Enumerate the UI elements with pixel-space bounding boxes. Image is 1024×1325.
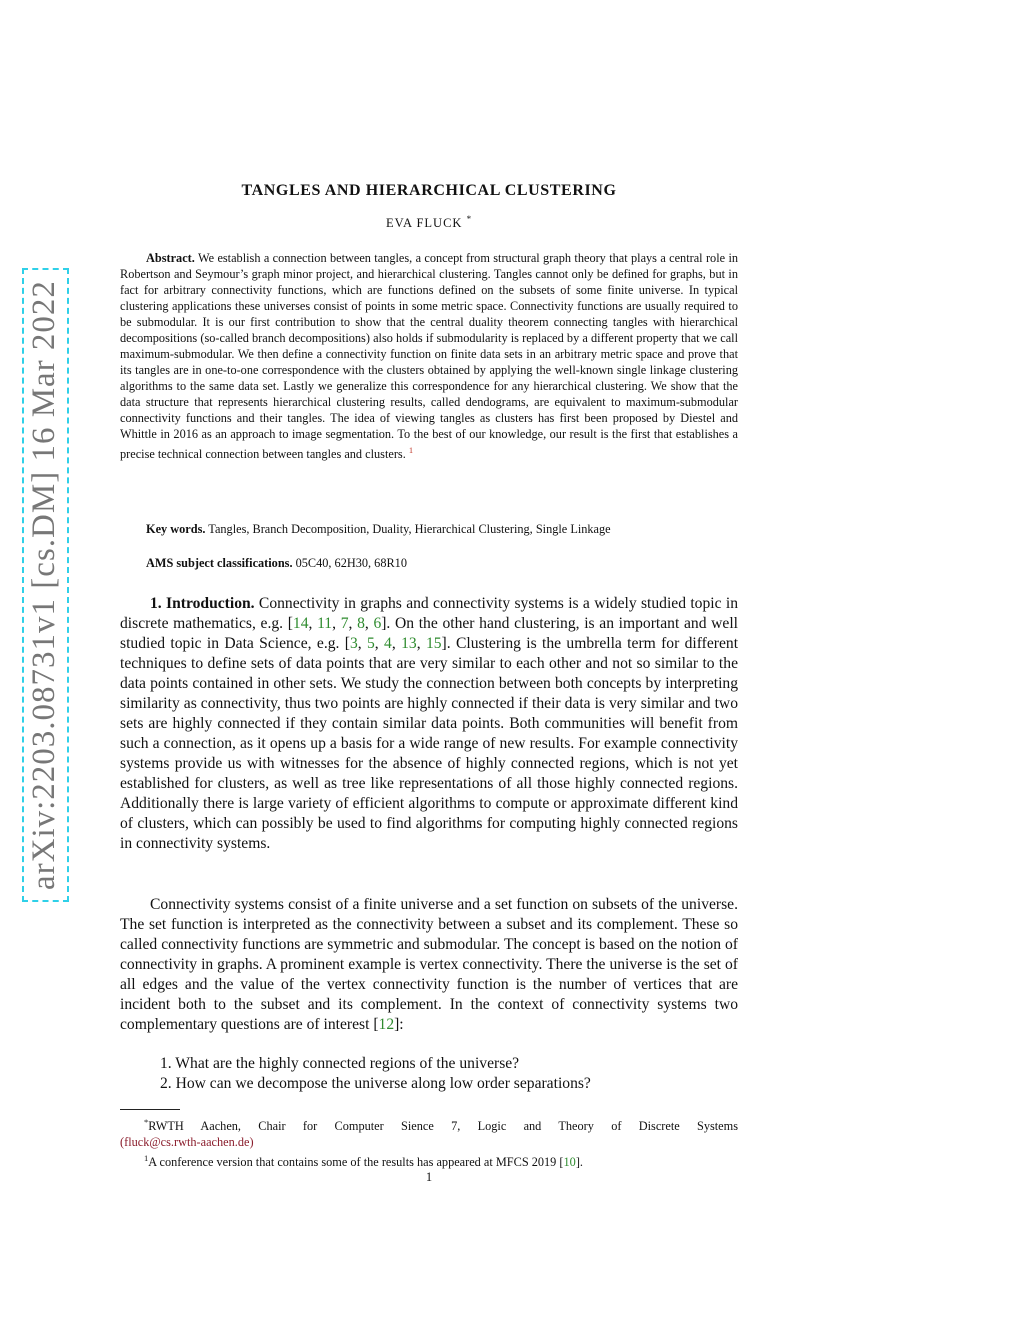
intro-text: ]. On the other hand clustering, is an important and well studied topic in Data Science, e.g. [ (120, 615, 739, 652)
ams-label: AMS subject classifications. (146, 556, 293, 570)
paragraph-text: ]: (394, 1016, 404, 1033)
connectivity-paragraph (120, 895, 738, 1035)
citation[interactable]: 7 (340, 615, 349, 632)
author-name: EVA FLUCK (385, 216, 463, 231)
citation[interactable]: 3 (349, 635, 358, 652)
keywords (146, 522, 738, 537)
abstract (120, 250, 738, 462)
keywords-label: Key words. (146, 522, 206, 536)
citation[interactable]: 15 (425, 635, 442, 652)
introduction-paragraph: 1. Introduction. Connectivity in graphs and connectivity systems is a widely studied topic in discrete mathematics, e.g. [14, 11, 7, 8, 6]. On the other hand clustering, is an important and well studied topic in Data Science, e.g. [3, 5, 4, 13, 15]. Clustering is the umbrella term for different techniques to define sets of data points that are very similar to each other and not so similar to the data points contained in other sets. We study the connection between both concepts by interpreting similarity as connectivity, thus two points are highly connected if their data is very similar and two sets are highly connected if they contain similar data points. Both communities will benefit from such a connection, as it opens up a basis for a wide range of new results. For example connectivity systems provide us with witnesses for the absence of highly connected regions, which is not yet established for clusters, as well as tree like representations of all those highly connected regions. Additionally there is large variety of efficient algorithms to compute or approximate different kind of clusters, which can possibly be used to find algorithms for computing highly connected regions in connectivity systems. (120, 595, 739, 852)
citation[interactable]: 14 (292, 615, 309, 632)
citation[interactable]: 13 (401, 635, 417, 652)
affiliation-text: RWTH Aachen, Chair for Computer Sience 7, Logic and Theory of Discrete Systems (148, 1119, 738, 1134)
conference-text: A conference version that contains some of the results has appeared at MFCS 2019 [ (148, 1155, 564, 1170)
abstract-label: Abstract. (146, 251, 195, 265)
citation[interactable]: 8 (357, 615, 365, 632)
paragraph-text: Connectivity systems consist of a finite universe and a set function on subsets of the universe. The set function is interpreted as the connectivity between a subset and its complement. These so called connectivity functions are symmetric and submodular. The concept is based on the notion of connectivity in graphs. A prominent example is vertex connectivity. There the universe is the set of all edges and the value of the vertex connectivity function is the number of vertices that are incident both to the subset and its complement. In the context of connectivity systems two complementary questions are of interest [ (120, 896, 738, 1033)
intro-text: ]. Clustering is the umbrella term for different techniques to define sets of data points that are very similar to each other and not so similar to the data points contained in other sets. We study the connection between both concepts by interpreting similarity as connectivity, thus two points are highly connected if their data is very similar and two sets are highly connected if they contain similar data points. Both communities will benefit from such a connection, as it opens up a basis for a wide range of new results. For example connectivity systems provide us with witnesses for the absence of highly connected regions, which is not yet established for clusters, as well as tree like representations of all those highly connected regions. Additionally there is large variety of efficient algorithms to compute or approximate different kind of clusters, which can possibly be used to find algorithms for computing highly connected regions in connectivity systems. (120, 635, 739, 852)
conference-text-end: ]. (575, 1155, 583, 1170)
arxiv-identifier-stamp[interactable]: arXiv:2203.08731v1 [cs.DM] 16 Mar 2022 (22, 268, 69, 902)
abstract-text: We establish a connection between tangles, a concept from structural graph theory that plays a central role in Robertson and Seymour’s graph minor project, and hierarchical clustering. Tangles cannot only be defined for graphs, but in fact for arbitrary connectivity functions, which are functions defined on the subsets of some finite universe. In typical clustering applications these universes consist of points in some metric space. Connectivity functions are usually required to be submodular. It is our first contribution to show that the central duality theorem connecting tangles with hierarchical decompositions (so-called branch decompositions) also holds if submodularity is replaced by a different property that we call maximum-submodular. We then define a connectivity function on finite data sets in an arbitrary metric space and prove that its tangles are in one-to-one correspondence with the clusters obtained by applying the well-known single linkage clustering algorithms to the same data set. Lastly we generalize this correspondence for any hierarchical clustering. We show that the data structure that represents hierarchical clustering results, called dendograms, are equivalent to maximum-submodular connectivity functions and their tangles. The idea of viewing tangles as clusters has first been proposed by Diestel and Whittle in 2016 as an approach to image segmentation. To the best of our knowledge, our result is the first that establishes a precise technical connection between tangles and clusters. (120, 251, 739, 462)
abstract-footnote-ref[interactable]: 1 (408, 445, 414, 455)
question-item: 1. What are the highly connected regions of the universe? (160, 1055, 520, 1072)
footnote-affiliation (120, 1114, 738, 1150)
citation[interactable]: 6 (373, 615, 382, 632)
paper-title: TANGLES AND HIERARCHICAL CLUSTERING (241, 182, 617, 199)
citation[interactable]: 4 (384, 635, 392, 652)
footnote-mark: 1 (144, 1153, 149, 1164)
question-item: 2. How can we decompose the universe along low order separations? (160, 1075, 591, 1092)
email-link[interactable]: (fluck@cs.rwth-aachen.de) (120, 1135, 254, 1150)
footnote-rule (120, 1109, 180, 1110)
keywords-text: Tangles, Branch Decomposition, Duality, Hierarchical Clustering, Single Linkage (208, 522, 611, 536)
citation[interactable]: 11 (317, 615, 333, 632)
footnote-mark: * (144, 1117, 149, 1127)
footnotes (120, 1114, 738, 1170)
citation[interactable]: 5 (367, 635, 375, 652)
footnote-conference (120, 1150, 738, 1170)
author-line (120, 214, 738, 231)
ams-text: 05C40, 62H30, 68R10 (295, 556, 407, 570)
citation[interactable]: 12 (378, 1016, 395, 1033)
ams-classifications (146, 556, 738, 571)
author-footnote-mark[interactable]: * (466, 214, 473, 224)
section-heading-introduction: 1. Introduction. (150, 595, 255, 612)
page-number: 1 (425, 1170, 433, 1184)
citation[interactable]: 10 (563, 1155, 576, 1170)
intro-text: Connectivity in graphs and connectivity systems is a widely studied topic in discrete mathematics, e.g. [ (120, 595, 738, 632)
